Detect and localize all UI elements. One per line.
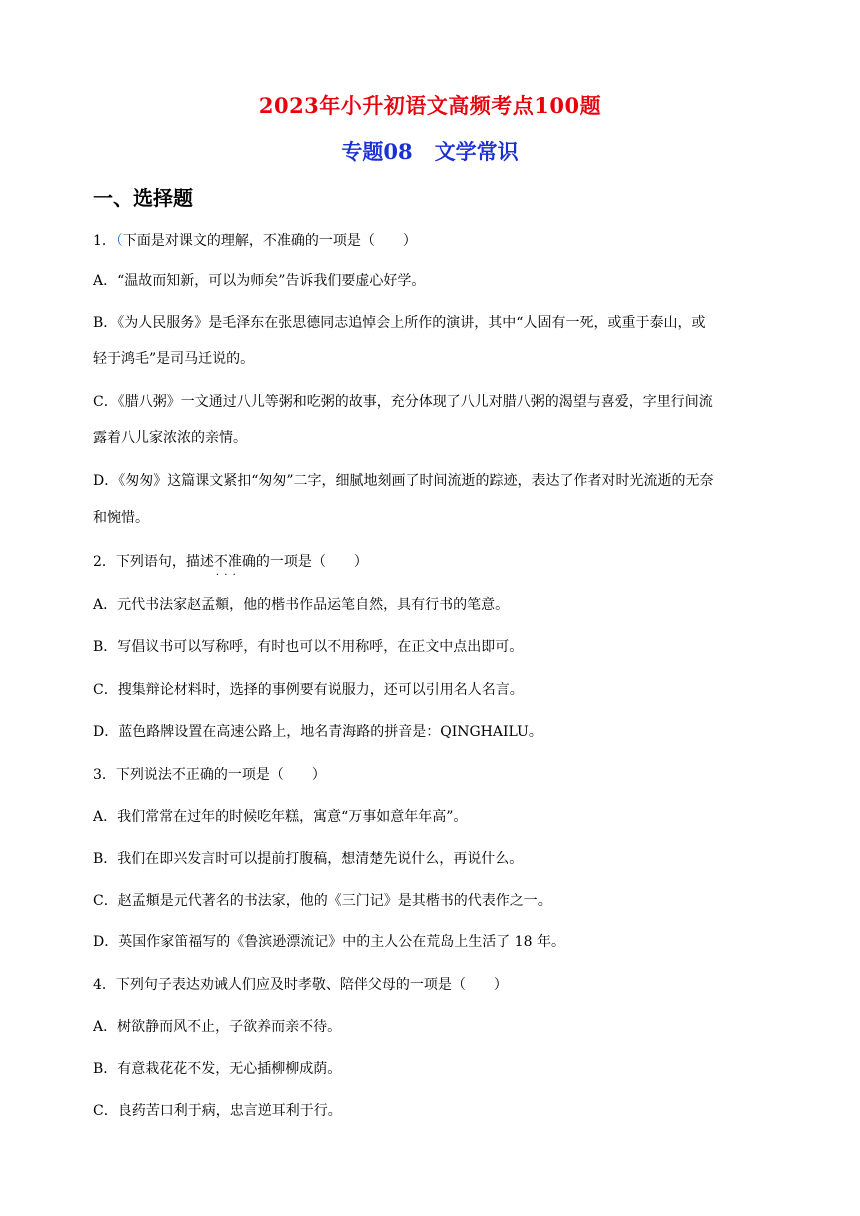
question-2-option-d: D．蓝色路牌设置在高速公路上，地名青海路的拼音是：QINGHAILU。 <box>93 724 543 740</box>
question-1-option-d: D．《匆匆》这篇课文紧扣“匆匆”二字，细腻地刻画了时间流逝的踪迹，表达了作者对时光流逝的无奈 <box>93 473 714 489</box>
question-3-stem: 3．下列说法不正确的一项是（ ） <box>93 767 326 783</box>
question-4-option-c: C．良药苦口利于病，忠言逆耳利于行。 <box>93 1103 342 1119</box>
question-2-option-c: C．搜集辩论材料时，选择的事例要有说服力，还可以引用名人名言。 <box>93 682 524 698</box>
question-1-stem: 1．（下面是对课文的理解，不准确的一项是（ ） <box>93 233 417 249</box>
question-3-option-c: C．赵孟頫是元代著名的书法家，他的《三门记》是其楷书的代表作之一。 <box>93 893 552 909</box>
emphasis-text: 不准确 · · · <box>214 552 256 572</box>
question-2-option-b: B．写倡议书可以写称呼，有时也可以不用称呼，在正文中点出即可。 <box>93 639 524 655</box>
question-1-option-c: C．《腊八粥》一文通过八儿等粥和吃粥的故事，充分体现了八儿对腊八粥的渴望与喜爱，字里行间流 <box>93 394 713 410</box>
question-4-option-b: B．有意栽花花不发，无心插柳柳成荫。 <box>93 1061 342 1077</box>
question-2-option-a: A．元代书法家赵孟頫，他的楷书作品运笔自然，具有行书的笔意。 <box>93 597 510 613</box>
question-1-option-d-cont: 和惋惜。 <box>93 510 149 526</box>
question-4-option-a: A．树欲静而风不止，子欲养而亲不待。 <box>93 1019 342 1035</box>
question-3-option-d: D．英国作家笛福写的《鲁滨逊漂流记》中的主人公在荒岛上生活了 18 年。 <box>93 934 565 950</box>
question-1-option-b-cont: 轻于鸿毛”是司马迁说的。 <box>93 351 255 367</box>
subtitle <box>0 136 860 166</box>
section-heading: 一、选择题 <box>93 186 193 210</box>
subtitle-topic: 文学常识 <box>434 139 519 164</box>
question-3-option-a: A．我们常常在过年的时候吃年糕，寓意“万事如意年年高”。 <box>93 809 468 825</box>
question-2-stem: 2．下列语句，描述不准确 · · ·的一项是（ ） <box>93 552 783 572</box>
main-title: 2023年小升初语文高频考点100题 <box>258 93 602 118</box>
stem-open-paren: （ <box>115 233 123 249</box>
question-1-option-c-cont: 露着八儿家浓浓的亲情。 <box>93 430 247 446</box>
question-4-stem: 4．下列句子表达劝诫人们应及时孝敬、陪伴父母的一项是（ ） <box>93 977 508 993</box>
question-1-option-b: B．《为人民服务》是毛泽东在张思德同志追悼会上所作的演讲，其中“人固有一死，或重于泰山，或 <box>93 315 706 331</box>
question-3-option-b: B．我们在即兴发言时可以提前打腹稿，想清楚先说什么，再说什么。 <box>93 851 524 867</box>
question-1-option-a: A．“温故而知新，可以为师矣”告诉我们要虚心好学。 <box>93 273 426 289</box>
subtitle-prefix: 专题08 <box>341 139 413 164</box>
